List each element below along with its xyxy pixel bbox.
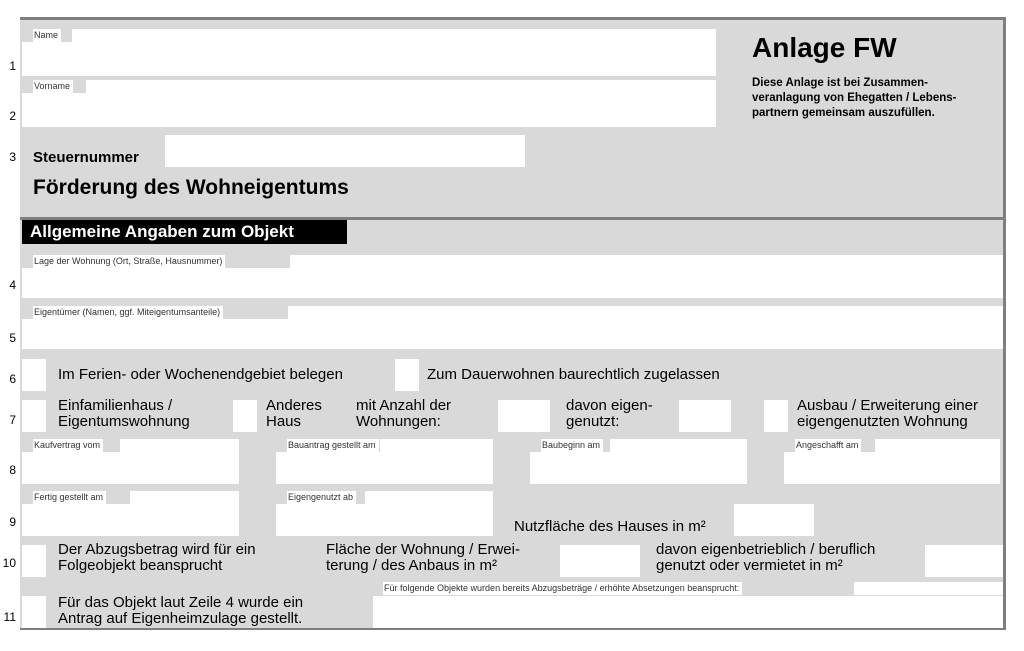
anzahl-wohnungen-field[interactable] (498, 400, 550, 432)
form-title: Anlage FW (752, 32, 897, 63)
fertig-field[interactable] (22, 504, 239, 536)
eigenbetrieblich-label: davon eigenbetrieblich / beruflich genutzt oder vermietet in m² (656, 541, 876, 574)
folgende-objekte-label: Für folgende Objekte wurden bereits Abzugsbeträge / erhöhte Absetzungen beansprucht: (383, 582, 742, 595)
lage-field[interactable] (22, 268, 1003, 298)
line-number-4: 4 (9, 278, 16, 292)
folgende-objekte-label-strip (854, 582, 1003, 595)
baubeginn-label-strip (610, 439, 747, 452)
angeschafft-label: Angeschafft am (795, 439, 861, 452)
anderes-haus-checkbox[interactable] (233, 400, 257, 432)
name-label-strip (72, 29, 716, 42)
line-number-1: 1 (9, 59, 16, 73)
einfamilienhaus-checkbox[interactable] (22, 400, 46, 432)
flaeche-label: Fläche der Wohnung / Erwei- terung / des Anbaus in m² (326, 541, 520, 574)
nutzflaeche-field[interactable] (734, 504, 814, 536)
eigentuemer-label-strip (288, 306, 1003, 319)
line-number-9: 9 (9, 515, 16, 529)
abzugsbetrag-label: Der Abzugsbetrag wird für ein Folgeobjekt beansprucht (58, 541, 256, 574)
lage-label-strip (290, 255, 1003, 268)
fertig-label: Fertig gestellt am (33, 491, 106, 504)
ferien-label: Im Ferien- oder Wochenendgebiet belegen (58, 366, 343, 383)
flaeche-field[interactable] (560, 545, 640, 577)
vorname-field[interactable] (22, 93, 716, 127)
ferien-checkbox[interactable] (22, 359, 46, 391)
eigenheimzulage-label: Für das Objekt laut Zeile 4 wurde ein Antrag auf Eigenheimzulage gestellt. (58, 594, 304, 627)
lage-label: Lage der Wohnung (Ort, Straße, Hausnummer) (33, 255, 225, 268)
eigenheimzulage-checkbox[interactable] (22, 596, 46, 628)
nutzflaeche-label: Nutzfläche des Hauses in m² (514, 518, 706, 535)
section-title: Allgemeine Angaben zum Objekt (22, 220, 347, 244)
baubeginn-field[interactable] (530, 452, 747, 484)
vorname-label-strip (86, 80, 716, 93)
line-number-8: 8 (9, 463, 16, 477)
eigengenutzt-ab-label-strip (365, 491, 493, 504)
davon-eigengenutzt-field[interactable] (679, 400, 731, 432)
davon-eigengenutzt-label: davon eigen- genutzt: (566, 397, 653, 430)
line-number-2: 2 (9, 109, 16, 123)
folgende-objekte-field[interactable] (373, 596, 1003, 628)
name-field[interactable] (22, 42, 716, 76)
anderes-haus-label: Anderes Haus (266, 397, 322, 430)
kaufvertrag-field[interactable] (22, 452, 239, 484)
line-number-6: 6 (9, 372, 16, 386)
kaufvertrag-label: Kaufvertrag vom (33, 439, 103, 452)
bauantrag-label-strip (380, 439, 493, 452)
line-number-3: 3 (9, 150, 16, 164)
kaufvertrag-label-strip (120, 439, 239, 452)
abzugsbetrag-checkbox[interactable] (22, 545, 46, 577)
eigenbetrieblich-field[interactable] (925, 545, 1003, 577)
vorname-label: Vorname (33, 80, 73, 93)
line-number-10: 10 (2, 556, 16, 570)
bauantrag-label: Bauantrag gestellt am (287, 439, 379, 452)
form-anlage-fw (20, 17, 1006, 630)
baubeginn-label: Baubeginn am (541, 439, 603, 452)
eigentuemer-label: Eigentümer (Namen, ggf. Miteigentumsanteile) (33, 306, 223, 319)
ausbau-label: Ausbau / Erweiterung einer eigengenutzten Wohnung (797, 397, 978, 430)
steuernummer-field[interactable] (165, 135, 525, 167)
eigentuemer-field[interactable] (22, 319, 1003, 349)
angeschafft-label-strip (875, 439, 1000, 452)
dauerwohnen-checkbox[interactable] (395, 359, 419, 391)
angeschafft-field[interactable] (784, 452, 1000, 484)
line-number-5: 5 (9, 331, 16, 345)
ausbau-checkbox[interactable] (764, 400, 788, 432)
eigengenutzt-ab-label: Eigengenutzt ab (287, 491, 356, 504)
bauantrag-field[interactable] (276, 452, 493, 484)
line-number-11: 11 (3, 610, 16, 624)
anzahl-wohnungen-label: mit Anzahl der Wohnungen: (356, 397, 452, 430)
einfamilienhaus-label: Einfamilienhaus / Eigentumswohnung (58, 397, 190, 430)
name-label: Name (33, 29, 61, 42)
steuernummer-label: Steuernummer (33, 149, 139, 166)
dauerwohnen-label: Zum Dauerwohnen baurechtlich zugelassen (427, 366, 720, 383)
page-heading: Förderung des Wohneigentums (33, 176, 349, 199)
eigengenutzt-ab-field[interactable] (276, 504, 493, 536)
form-note: Diese Anlage ist bei Zusammen- veranlagung von Ehegatten / Lebens- partnern gemeinsam auszufüllen. (752, 77, 957, 119)
line-number-7: 7 (9, 413, 16, 427)
fertig-label-strip (130, 491, 239, 504)
